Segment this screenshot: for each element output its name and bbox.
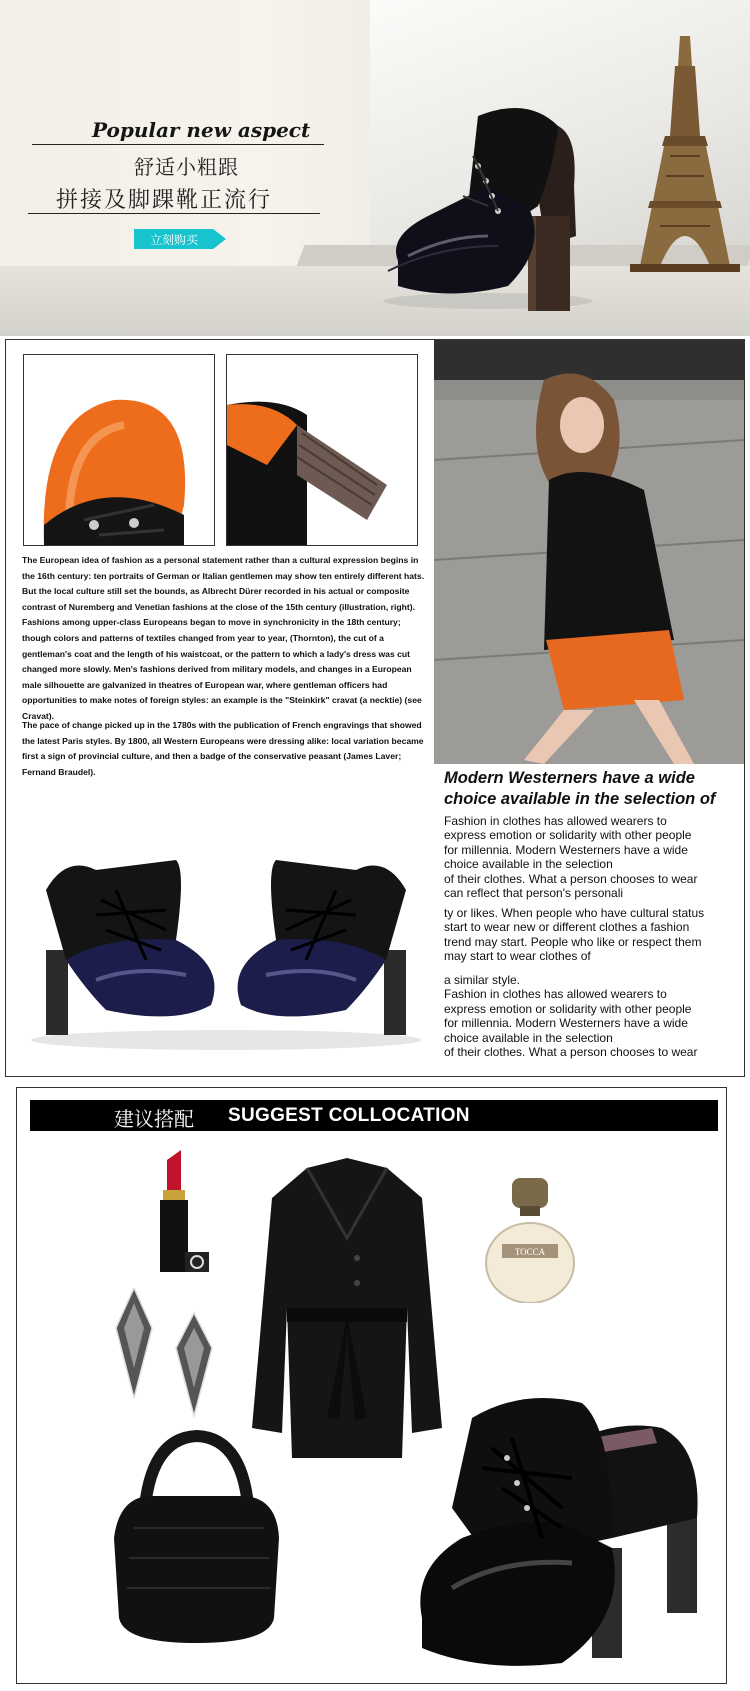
collocation-title-cn: 建议搭配 bbox=[114, 1109, 194, 1131]
lipstick-image bbox=[155, 1150, 215, 1275]
handbag-image bbox=[109, 1428, 284, 1648]
product-story-section bbox=[5, 339, 745, 1077]
model-photo-graphic bbox=[434, 340, 744, 764]
earrings-image bbox=[112, 1288, 222, 1418]
eiffel-tower-figurine-image bbox=[620, 36, 750, 296]
article-body-3: a similar style. Fashion in clothes has allowed wearers to express emotion or solidarity with other people for millennia. Modern Westerners have a wide choice available in the selection of their clothes. What a person chooses to wear bbox=[444, 973, 698, 1060]
collocation-header-bar bbox=[30, 1100, 718, 1131]
article-body-1: Fashion in clothes has allowed wearers to express emotion or solidarity with other people for millennia. Modern Westerners have a wide choice available in the selection of their clothes. What a person chooses to wear can reflect that person's personali bbox=[444, 814, 698, 901]
article-paragraph-1: The European idea of fashion as a personal statement rather than a cultural expression begins in the 16th century: ten portraits of German or Italian gentlemen may show ten entirely different hats. But the local culture still set the bounds, as Albrecht Dürer recorded in his actual or composite contrast of Nuremberg and Venetian fashions at the close of the 15th century (illustration, right). Fashions among upper-class Europeans began to move in synchronicity in the 18th century; though colors and patterns of textiles changed from year to year, (Thornton), the cut of a gentleman's coat and the length of his waistcoat, or the pattern to which a lady's dress was cut changed more slowly. Men's fashions derived from military models, and changes in a European male silhouette are galvanized in theatres of European war, where gentleman officers had opportunities to make notes of foreign styles: an example is the "Steinkirk" cravat (a necktie) (see Cravat). bbox=[22, 555, 425, 721]
suggest-collocation-section bbox=[16, 1087, 727, 1684]
buy-now-button[interactable] bbox=[134, 229, 226, 249]
title-rule-bottom bbox=[28, 213, 320, 214]
shoe-pair-image bbox=[26, 830, 426, 1060]
banner-shoe-image bbox=[378, 96, 608, 316]
article-heading: Modern Westerners have a wide choice available in the selection of bbox=[444, 769, 716, 808]
banner-subtitle-1: 舒适小粗跟 bbox=[134, 157, 239, 179]
banner-subtitle-2: 拼接及脚踝靴正流行 bbox=[56, 187, 273, 212]
article-paragraph-2: The pace of change picked up in the 1780s with the publication of French engravings that showed the latest Paris styles. By 1800, all Western Europeans were dressing alike: local variation became first a sign of provincial culture, and then a badge of the conservative peasant (James Laver; Fernand Braudel). bbox=[22, 720, 424, 777]
collocation-title-en: SUGGEST COLLOCATION bbox=[228, 1105, 470, 1126]
perfume-bottle-image bbox=[482, 1178, 577, 1303]
toe-detail-graphic bbox=[24, 355, 214, 545]
toe-detail-image bbox=[23, 354, 215, 546]
heel-detail-image bbox=[226, 354, 418, 546]
black-shoes-image bbox=[412, 1388, 712, 1678]
banner-title: Popular new aspect bbox=[92, 118, 311, 142]
article-body-2: ty or likes. When people who have cultural status start to wear new or different clothes a fashion trend may start. People who like or respect them may start to wear clothes of bbox=[444, 906, 705, 964]
buy-button-label: 立刻购买 bbox=[150, 233, 199, 247]
title-rule-top bbox=[32, 144, 324, 145]
heel-detail-graphic bbox=[227, 355, 417, 545]
hero-banner bbox=[0, 0, 750, 336]
perfume-label: TOCCA bbox=[514, 1247, 546, 1257]
model-photo bbox=[434, 340, 744, 764]
